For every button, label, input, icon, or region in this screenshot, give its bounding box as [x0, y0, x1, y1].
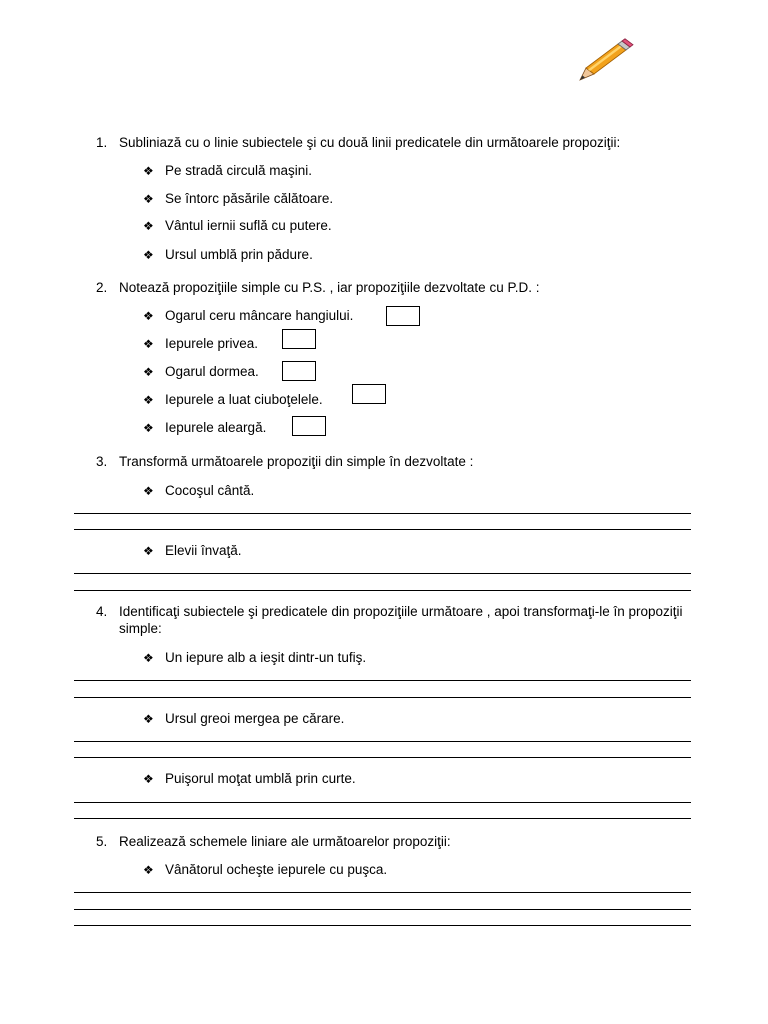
list-item: ❖ Puişorul moţat umblă prin curte.: [143, 771, 356, 786]
question-number: 1.: [96, 135, 108, 150]
question-number: 5.: [96, 834, 108, 849]
question-number: 2.: [96, 280, 108, 295]
bullet-icon: ❖: [143, 248, 154, 262]
answer-line[interactable]: [74, 802, 691, 803]
answer-line[interactable]: [74, 757, 691, 758]
question-text: Realizează schemele liniare ale următoarelor propoziţii:: [119, 834, 451, 849]
bullet-icon: ❖: [143, 164, 154, 178]
bullet-icon: ❖: [143, 393, 154, 407]
answer-line[interactable]: [74, 909, 691, 910]
bullet-icon: ❖: [143, 421, 154, 435]
list-item: ❖ Un iepure alb a ieşit dintr-un tufiş.: [143, 650, 367, 665]
answer-line[interactable]: [74, 513, 691, 514]
answer-box[interactable]: [386, 306, 420, 326]
bullet-icon: ❖: [143, 192, 154, 206]
list-item: ❖ Vântul iernii suflă cu putere.: [143, 218, 332, 233]
question-number: 4.: [96, 604, 108, 619]
answer-line[interactable]: [74, 680, 691, 681]
list-item: ❖ Iepurele aleargă.: [143, 420, 267, 435]
pencil-icon: [574, 36, 634, 86]
answer-line[interactable]: [74, 697, 691, 698]
answer-line[interactable]: [74, 741, 691, 742]
list-item: ❖ Ursul umblă prin pădure.: [143, 247, 313, 262]
bullet-icon: ❖: [143, 712, 154, 726]
bullet-icon: ❖: [143, 863, 154, 877]
list-item: ❖ Vânătorul ocheşte iepurele cu puşca.: [143, 862, 388, 877]
list-item: ❖ Ogarul ceru mâncare hangiului.: [143, 308, 354, 323]
bullet-icon: ❖: [143, 365, 154, 379]
bullet-icon: ❖: [143, 484, 154, 498]
answer-line[interactable]: [74, 529, 691, 530]
answer-box[interactable]: [282, 361, 316, 381]
answer-line[interactable]: [74, 818, 691, 819]
answer-box[interactable]: [352, 384, 386, 404]
list-item: ❖ Ogarul dormea.: [143, 364, 259, 379]
bullet-icon: ❖: [143, 219, 154, 233]
list-item: ❖ Se întorc păsările călătoare.: [143, 191, 334, 206]
answer-box[interactable]: [292, 416, 326, 436]
list-item: ❖ Iepurele a luat ciuboţelele.: [143, 392, 323, 407]
answer-line[interactable]: [74, 590, 691, 591]
question-text: Identificaţi subiectele şi predicatele din propoziţiile următoare , apoi transformaţi-le în propoziţii simple:: [119, 604, 683, 636]
answer-line[interactable]: [74, 925, 691, 926]
list-item: ❖ Iepurele privea.: [143, 336, 259, 351]
bullet-icon: ❖: [143, 651, 154, 665]
question-text: Transformă următoarele propoziţii din simple în dezvoltate :: [119, 454, 474, 469]
bullet-icon: ❖: [143, 309, 154, 323]
list-item: ❖ Cocoşul cântă.: [143, 483, 255, 498]
question-text: Subliniază cu o linie subiectele şi cu două linii predicatele din următoarele propoziţii:: [119, 135, 621, 150]
bullet-icon: ❖: [143, 337, 154, 351]
list-item: ❖ Ursul greoi mergea pe cărare.: [143, 711, 345, 726]
list-item: ❖ Pe stradă circulă maşini.: [143, 163, 313, 178]
answer-box[interactable]: [282, 329, 316, 349]
question-number: 3.: [96, 454, 108, 469]
answer-line[interactable]: [74, 892, 691, 893]
bullet-icon: ❖: [143, 772, 154, 786]
bullet-icon: ❖: [143, 544, 154, 558]
answer-line[interactable]: [74, 573, 691, 574]
list-item: ❖ Elevii învaţă.: [143, 543, 242, 558]
question-text: Notează propoziţiile simple cu P.S. , iar propoziţiile dezvoltate cu P.D. :: [119, 280, 540, 295]
